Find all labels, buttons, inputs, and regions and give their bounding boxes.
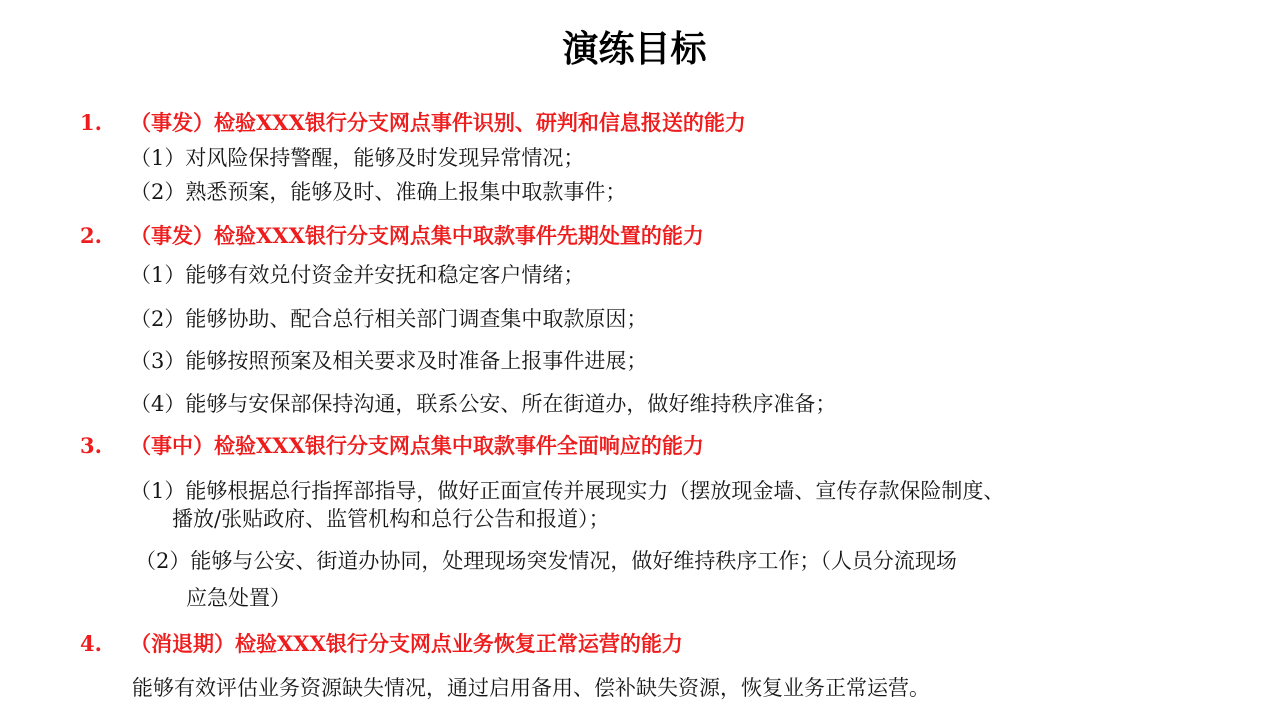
section-2-heading [80,222,704,250]
section-4-heading-text: （消退期）检验XXX银行分支网点业务恢复正常运营的能力 [130,631,683,656]
section-2-item-2: （2）能够协助、配合总行相关部门调查集中取款原因； [130,307,648,331]
section-1-item-1: （1）对风险保持警醒，能够及时发现异常情况； [130,146,585,170]
section-4-item-1: 能够有效评估业务资源缺失情况，通过启用备用、偿补缺失资源，恢复业务正常运营。 [132,676,930,700]
page-title: 演练目标 [562,29,707,70]
section-1-number: 1. [80,110,102,135]
section-2-item-4: （4）能够与安保部保持沟通，联系公安、所在街道办，做好维持秩序准备； [130,392,837,416]
section-2-heading-text: （事发）检验XXX银行分支网点集中取款事件先期处置的能力 [130,223,704,248]
section-1-item-2: （2）熟悉预案，能够及时、准确上报集中取款事件； [130,180,627,204]
section-3-item-1: （1）能够根据总行指挥部指导，做好正面宣传并展现实力（摆放现金墙、宣传存款保险制度、 [130,479,1005,503]
section-2-item-1: （1）能够有效兑付资金并安抚和稳定客户情绪； [130,263,585,287]
section-3-heading [80,432,704,460]
section-3-number: 3. [80,433,102,458]
section-4-heading [80,630,683,658]
section-3-heading-text: （事中）检验XXX银行分支网点集中取款事件全面响应的能力 [130,433,704,458]
section-2-number: 2. [80,223,102,248]
section-3-item-2: （2）能够与公安、街道办协同，处理现场突发情况，做好维持秩序工作；（人员分流现场 [135,549,957,573]
section-2-item-3: （3）能够按照预案及相关要求及时准备上报事件进展； [130,349,648,373]
section-3-item-2-continued: 应急处置） [186,586,291,610]
section-1-heading-text: （事发）检验XXX银行分支网点事件识别、研判和信息报送的能力 [130,110,746,135]
section-4-number: 4. [80,631,102,656]
section-1-heading [80,109,746,137]
section-3-item-1-continued: 播放/张贴政府、监管机构和总行公告和报道）； [172,507,610,531]
